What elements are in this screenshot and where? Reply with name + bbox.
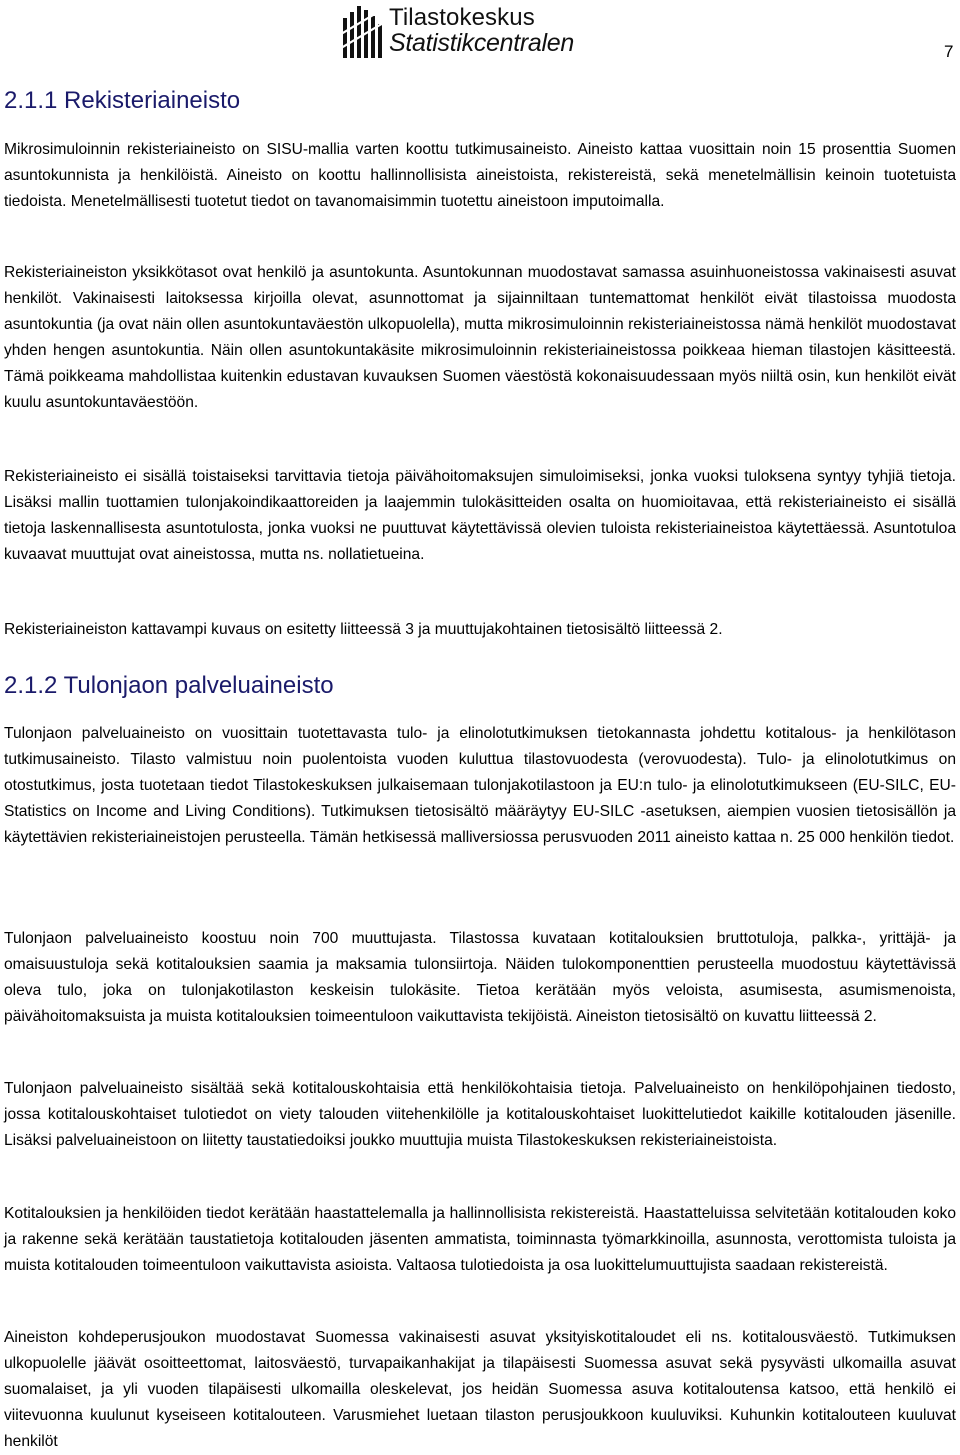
logo-line-2: Statistikcentralen — [389, 29, 574, 57]
section-heading-rekisteriaineisto: 2.1.1 Rekisteriaineisto — [4, 87, 241, 114]
paragraph: Mikrosimuloinnin rekisteriaineisto on SISU-mallia varten koottu tutkimusaineisto. Aineisto kattaa vuosittain noin 15 prosenttia Suomen asuntokunnista ja henkilöistä. Aineisto on koottu hallinnollisista aineistoista, rekistereistä, sekä menetelmällisin keinoin tuotetuista tiedoista. Menetelmällisesti tuotetut tiedot on tavanomaisimmin tuotettu aineistoon imputoimalla. — [4, 141, 956, 210]
paragraph: Rekisteriaineiston kattavampi kuvaus on esitetty liitteessä 3 ja muuttujakohtainen tietosisältö liitteessä 2. — [4, 621, 723, 638]
paragraph: Aineiston kohdeperusjoukon muodostavat Suomessa vakinaisesti asuvat yksityiskotitaloudet eli ns. kotitalousväestö. Tutkimuksen ulkopuolelle jäävät osoitteettomat, laitosväestö, turvapaikanhakijat ja tilapäisesti Suomessa asuvat sekä pysyvästi ulkomailla asuvat suomalaiset, ja yli vuoden tilapäisesti ulkomailla oleskelevat, jos heidän Suomessa asuva kotitaloutensa katsoo, että henkilö ei viitevuonna kuulunut kyseiseen kotitalouteen. Varusmiehet luetaan tilaston perusjoukkoon kuuluviksi. Kuhunkin kotitalouteen kuuluvat henkilöt — [4, 1329, 956, 1450]
paragraph: Kotitalouksien ja henkilöiden tiedot kerätään haastattelemalla ja hallinnollisista rekistereistä. Haastatteluissa selvitetään kotitalouden koko ja rakenne sekä kerätään taustatietoja kotitalouden jäsenten ammatista, toiminnasta työmarkkinoilla, asunnosta, verottomista tuloista ja muista kotitalouden toimeentuloon vaikuttavista asioista. Valtaosa tulotiedoista ja osa luokittelumuuttujista saadaan rekistereistä. — [4, 1205, 956, 1274]
paragraph: Rekisteriaineiston yksikkötasot ovat henkilö ja asuntokunta. Asuntokunnan muodostavat samassa asuinhuoneistossa vakinaisesti asuvat henkilöt. Vakinaisesti laitoksessa kirjoilla olevat, asunnottomat ja sijainniltaan tuntemattomat henkilöt eivät tilastoissa muodosta asuntokuntia (ja ovat näin ollen asuntokuntaväestön ulkopuolella), mutta mikrosimuloinnin rekisteriaineistossa nämä henkilöt muodostavat yhden hengen asuntokuntia. Näin ollen asuntokuntakäsite mikrosimuloinnin rekisteriaineistossa poikkeaa hieman tilastojen käsitteestä. Tämä poikkeama mahdollistaa kuitenkin edustavan kuvauksen Suomen väestöstä kokonaisuudessaan myös niiltä osin, kun henkilöt eivät kuulu asuntokuntaväestöön. — [4, 264, 956, 411]
page-number: 7 — [944, 42, 954, 61]
section-heading-tulonjaon-palveluaineisto: 2.1.2 Tulonjaon palveluaineisto — [4, 672, 334, 699]
tilastokeskus-logo — [341, 4, 611, 60]
logo-mark-icon — [341, 4, 385, 60]
paragraph: Tulonjaon palveluaineisto sisältää sekä kotitalouskohtaisia että henkilökohtaisia tietoja. Palveluaineisto on henkilöpohjainen tiedosto, jossa kotitalouskohtaiset tulotiedot on viety talouden viitehenkilölle ja kotitalouskohtaiset luokittelutiedot kaikille kotitalouden jäsenille. Lisäksi palveluaineistoon on liitetty taustatiedoiksi joukko muuttujia muista Tilastokeskuksen rekisteriaineistoista. — [4, 1080, 956, 1149]
paragraph: Tulonjaon palveluaineisto on vuosittain tuotettavasta tulo- ja elinolotutkimuksen tietokannasta johdettu kotitalous- ja henkilötason tutkimusaineisto. Tilasto valmistuu noin puolentoista vuoden kuluttua tilastovuodesta (verovuodesta). Tulo- ja elinolotutkimus on otostutkimus, josta tuotetaan tiedot Tilastokeskuksen julkaisemaan tulonjakotilastoon ja EU:n tulo- ja elinolotutkimukseen (EU-SILC, EU-Statistics on Income and Living Conditions). Tutkimuksen tietosisältö määräytyy EU-SILC -asetuksen, aiempien vuosien tietosisällön ja käytettävien rekisteriaineistojen perusteella. Tämän hetkisessä malliversiossa perusvuoden 2011 aineisto kattaa n. 25 000 henkilön tiedot. — [4, 725, 956, 846]
paragraph: Tulonjaon palveluaineisto koostuu noin 700 muuttujasta. Tilastossa kuvataan kotitalouksien bruttotuloja, palkka-, yrittäjä- ja omaisuustuloja sekä kotitalouksien saamia ja maksamia tulonsiirtoja. Näiden tulokomponenttien perusteella muodostuu käytettävissä oleva tulo, joka on tulonjakotilaston keskeisin tulokäsite. Tietoa kerätään myös veloista, asumisesta, asumismenoista, päivähoitomaksuista ja muista kotitalouksien toimeentuloon vaikuttavista tekijöistä. Aineiston tietosisältö on kuvattu liitteessä 2. — [4, 930, 956, 1025]
paragraph: Rekisteriaineisto ei sisällä toistaiseksi tarvittavia tietoja päivähoitomaksujen simuloimiseksi, jonka vuoksi tuloksena syntyy tyhjiä tietoja. Lisäksi mallin tuottamien tulonjakoindikaattoreiden ja laajemmin tulokäsitteiden osalta on huomioitavaa, että rekisteriaineisto ei sisällä tietoja laskennallisesta asuntotulosta, jonka vuoksi ne puuttuvat käytettävissä olevien tuloista rekisteriaineistoa käytettäessä. Asuntotuloa kuvaavat muuttujat ovat aineistossa, mutta ns. nollatietueina. — [4, 468, 956, 563]
logo-line-1: Tilastokeskus — [389, 4, 535, 31]
